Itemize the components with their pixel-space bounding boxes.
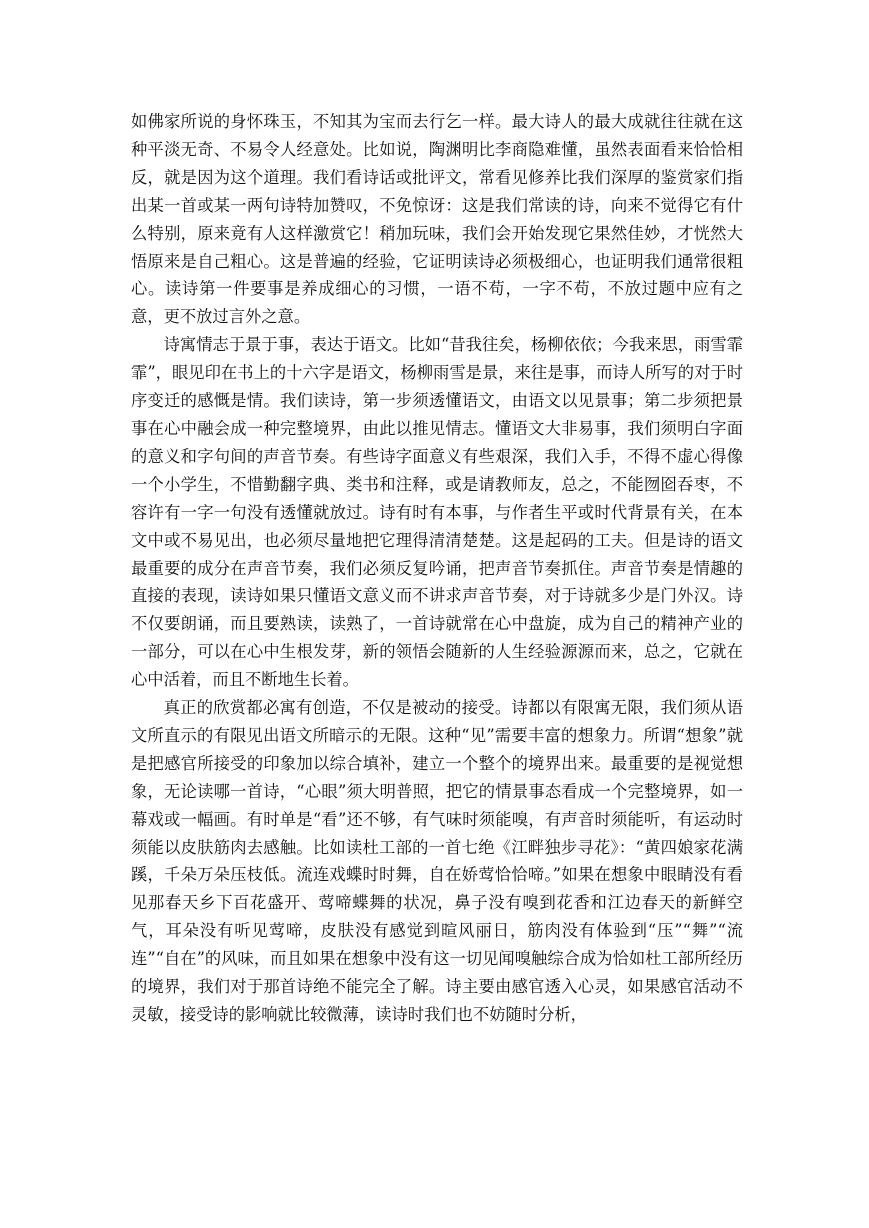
paragraph-3: 真正的欣赏都必寓有创造，不仅是被动的接受。诗都以有限寓无限，我们须从语文所直示的有限见出语文所暗示的无限。这种“见”需要丰富的想象力。所谓“想象”就是把感官所接受的印象加以综合填补，建立一个整个的境界出来。最重要的是视觉想象，无论读哪一首诗，“心眼”须大明普照，把它的情景事态看成一个完整境界，如一幕戏或一幅画。有时单是“看”还不够，有气味时须能嗅，有声音时须能听，有运动时须能以皮肤筋肉去感触。比如读杜工部的一首七绝《江畔独步寻花》：“黄四娘家花满蹊，千朵万朵压枝低。流连戏蝶时时舞，自在娇莺恰恰啼。”如果在想象中眼睛没有看见那春天乡下百花盛开、莺啼蝶舞的状况，鼻子没有嗅到花香和江边春天的新鲜空气，耳朵没有听见莺啼，皮肤没有感觉到暄风丽日，筋肉没有体验到“压”“舞”“流连”“自在”的风味，而且如果在想象中没有这一切见闻嗅触综合成为恰如杜工部所经历的境界，我们对于那首诗绝不能完全了解。诗主要由感官透入心灵，如果感官活动不灵敏，接受诗的影响就比较微薄，读诗时我们也不妨随时分析， bbox=[131, 698, 743, 1024]
paragraph-2: 诗寓情志于景于事，表达于语文。比如“昔我往矣，杨柳依依；今我来思，雨雪霏霏”，眼见印在书上的十六字是语文，杨柳雨雪是景，来往是事，而诗人所写的对于时序变迁的感慨是情。我们读诗，第一步须透懂语文，由语文以见景事；第二步须把景事在心中融会成一种完整境界，由此以推见情志。懂语文大非易事，我们须明白字面的意义和字句间的声音节奏。有些诗字面意义有些艰深，我们入手，不得不虚心得像一个小学生，不惜勤翻字典、类书和注释，或是请教师友，总之，不能囫囵吞枣，不容许有一字一句没有透懂就放过。诗有时有本事，与作者生平或时代背景有关，在本文中或不易见出，也必须尽量地把它理得清清楚楚。这是起码的工夫。但是诗的语文最重要的成分在声音节奏，我们必须反复吟诵，把声音节奏抓住。声音节奏是情趣的直接的表现，读诗如果只懂语文意义而不讲求声音节奏，对于诗就多少是门外汉。诗不仅要朗诵，而且要熟读，读熟了，一首诗就常在心中盘旋，成为自己的精神产业的一部分，可以在心中生根发芽，新的领悟会随新的人生经验源源而来，总之，它就在心中活着，而且不断地生长着。 bbox=[131, 335, 743, 690]
paragraph-1: 如佛家所说的身怀珠玉，不知其为宝而去行乞一样。最大诗人的最大成就往往就在这种平淡无奇、不易令人经意处。比如说，陶渊明比李商隐难懂，虽然表面看来恰恰相反，就是因为这个道理。我们看诗话或批评文，常看见修养比我们深厚的鉴赏家们指出某一首或某一两句诗特加赞叹，不免惊讶：这是我们常读的诗，向来不觉得它有什么特别，原来竟有人这样激赏它！稍加玩味，我们会开始发现它果然佳妙，才恍然大悟原来是自己粗心。这是普遍的经验，它证明读诗必须极细心，也证明我们通常很粗心。读诗第一件要事是养成细心的习惯，一语不苟，一字不苟，不放过题中应有之意，更不放过言外之意。 bbox=[131, 112, 743, 327]
body-text bbox=[131, 108, 743, 1029]
